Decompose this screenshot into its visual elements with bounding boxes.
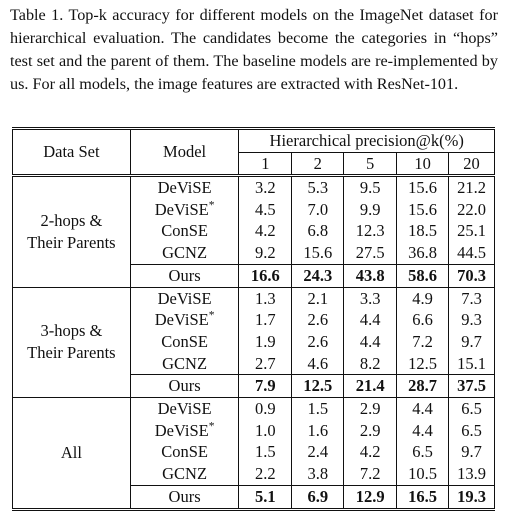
model-name: DeViSE [154, 199, 209, 219]
model-cell [130, 420, 239, 442]
value-cell: 8.2 [344, 353, 397, 375]
value-cell: 27.5 [344, 242, 397, 264]
model-name: Ours [168, 486, 201, 506]
value-cell: 13.9 [449, 463, 495, 485]
value-cell: 6.5 [449, 420, 495, 442]
value-cell: 4.2 [344, 441, 397, 463]
value-cell: 15.6 [292, 242, 344, 264]
value-cell: 70.3 [449, 264, 495, 287]
dataset-name-line2: Their Parents [27, 343, 116, 363]
value-cell: 3.3 [344, 287, 397, 309]
model-variant-mark: * [208, 199, 215, 212]
dataset-cell [13, 398, 131, 510]
value-cell: 9.5 [344, 176, 397, 199]
value-cell: 1.5 [292, 398, 344, 420]
value-cell: 15.1 [449, 353, 495, 375]
model-name: Ours [168, 376, 201, 396]
value-cell: 44.5 [449, 242, 495, 264]
model-cell [130, 199, 239, 221]
value-cell: 3.8 [292, 463, 344, 485]
value-cell: 2.9 [344, 398, 397, 420]
value-cell: 6.8 [292, 220, 344, 242]
model-name: DeViSE [154, 310, 209, 330]
value-cell: 15.6 [397, 199, 449, 221]
value-cell: 1.3 [239, 287, 292, 309]
dataset-name-line2: Their Parents [27, 232, 116, 252]
model-name: ConSE [161, 442, 208, 462]
value-cell: 43.8 [344, 264, 397, 287]
value-cell: 21.2 [449, 176, 495, 199]
model-cell [130, 309, 239, 331]
header-row-1 [13, 129, 495, 153]
model-variant-mark: * [208, 420, 215, 433]
value-cell: 12.3 [344, 220, 397, 242]
value-cell: 0.9 [239, 398, 292, 420]
model-cell [130, 441, 239, 463]
header-metric: Hierarchical precision@k(%) [239, 129, 495, 153]
value-cell: 4.5 [239, 199, 292, 221]
value-cell: 9.2 [239, 242, 292, 264]
value-cell: 4.6 [292, 353, 344, 375]
dataset-cell [13, 287, 131, 398]
dataset-name-line1: All [60, 442, 82, 462]
value-cell: 22.0 [449, 199, 495, 221]
value-cell: 9.7 [449, 441, 495, 463]
value-cell: 16.5 [397, 485, 449, 509]
value-cell: 2.9 [344, 420, 397, 442]
model-cell [130, 398, 239, 420]
value-cell: 6.9 [292, 485, 344, 509]
model-cell [130, 287, 239, 309]
table-row [13, 398, 495, 420]
value-cell: 6.5 [449, 398, 495, 420]
value-cell: 2.1 [292, 287, 344, 309]
model-cell [130, 353, 239, 375]
dataset-name-line1: 2-hops & [40, 210, 103, 230]
header-k: 5 [344, 153, 397, 176]
value-cell: 2.4 [292, 441, 344, 463]
results-table [12, 127, 495, 511]
value-cell: 3.2 [239, 176, 292, 199]
value-cell: 1.7 [239, 309, 292, 331]
value-cell: 6.6 [397, 309, 449, 331]
model-cell [130, 331, 239, 353]
value-cell: 4.4 [397, 420, 449, 442]
value-cell: 7.3 [449, 287, 495, 309]
value-cell: 15.6 [397, 176, 449, 199]
value-cell: 4.2 [239, 220, 292, 242]
value-cell: 1.6 [292, 420, 344, 442]
value-cell: 2.2 [239, 463, 292, 485]
model-name: DeViSE [157, 399, 212, 419]
model-cell [130, 242, 239, 264]
value-cell: 25.1 [449, 220, 495, 242]
model-name: DeViSE [157, 288, 212, 308]
value-cell: 2.7 [239, 353, 292, 375]
value-cell: 37.5 [449, 375, 495, 398]
value-cell: 7.9 [239, 375, 292, 398]
model-name: DeViSE [157, 178, 212, 197]
header-k: 20 [449, 153, 495, 176]
value-cell: 6.5 [397, 441, 449, 463]
model-cell [130, 220, 239, 242]
table-row [13, 287, 495, 309]
header-model: Model [130, 129, 239, 176]
value-cell: 18.5 [397, 220, 449, 242]
header-k: 2 [292, 153, 344, 176]
dataset-name-line1: 3-hops & [40, 321, 103, 341]
table-caption: Table 1. Top-k accuracy for different models on the ImageNet dataset for hierarchical evaluation. The candidates become the categories in “hops” test set and the parent of them. The baseline models are re-implemented by us. For all models, the image features are extracted with ResNet-101. [10, 6, 498, 93]
header-dataset: Data Set [13, 129, 131, 176]
value-cell: 4.9 [397, 287, 449, 309]
value-cell: 2.6 [292, 309, 344, 331]
value-cell: 28.7 [397, 375, 449, 398]
model-name: GCNZ [162, 243, 208, 263]
value-cell: 7.2 [397, 331, 449, 353]
value-cell: 12.5 [292, 375, 344, 398]
value-cell: 4.4 [344, 309, 397, 331]
value-cell: 58.6 [397, 264, 449, 287]
model-name: ConSE [161, 331, 208, 351]
value-cell: 10.5 [397, 463, 449, 485]
value-cell: 9.3 [449, 309, 495, 331]
value-cell: 5.1 [239, 485, 292, 509]
value-cell: 12.9 [344, 485, 397, 509]
value-cell: 7.2 [344, 463, 397, 485]
value-cell: 36.8 [397, 242, 449, 264]
model-cell [130, 375, 239, 398]
model-name: ConSE [161, 221, 208, 241]
model-cell [130, 463, 239, 485]
model-cell [130, 485, 239, 509]
value-cell: 9.7 [449, 331, 495, 353]
value-cell: 2.6 [292, 331, 344, 353]
model-name: Ours [168, 265, 201, 285]
value-cell: 1.0 [239, 420, 292, 442]
value-cell: 9.9 [344, 199, 397, 221]
value-cell: 24.3 [292, 264, 344, 287]
value-cell: 7.0 [292, 199, 344, 221]
header-k: 10 [397, 153, 449, 176]
value-cell: 4.4 [397, 398, 449, 420]
model-cell [130, 176, 239, 199]
model-cell [130, 264, 239, 287]
value-cell: 19.3 [449, 485, 495, 509]
table-row [13, 176, 495, 199]
value-cell: 12.5 [397, 353, 449, 375]
value-cell: 21.4 [344, 375, 397, 398]
model-variant-mark: * [208, 309, 215, 322]
dataset-cell [13, 176, 131, 288]
value-cell: 1.5 [239, 441, 292, 463]
model-name: GCNZ [162, 353, 208, 373]
value-cell: 1.9 [239, 331, 292, 353]
header-k: 1 [239, 153, 292, 176]
model-name: GCNZ [162, 464, 208, 484]
model-name: DeViSE [154, 420, 209, 440]
value-cell: 5.3 [292, 176, 344, 199]
value-cell: 16.6 [239, 264, 292, 287]
value-cell: 4.4 [344, 331, 397, 353]
